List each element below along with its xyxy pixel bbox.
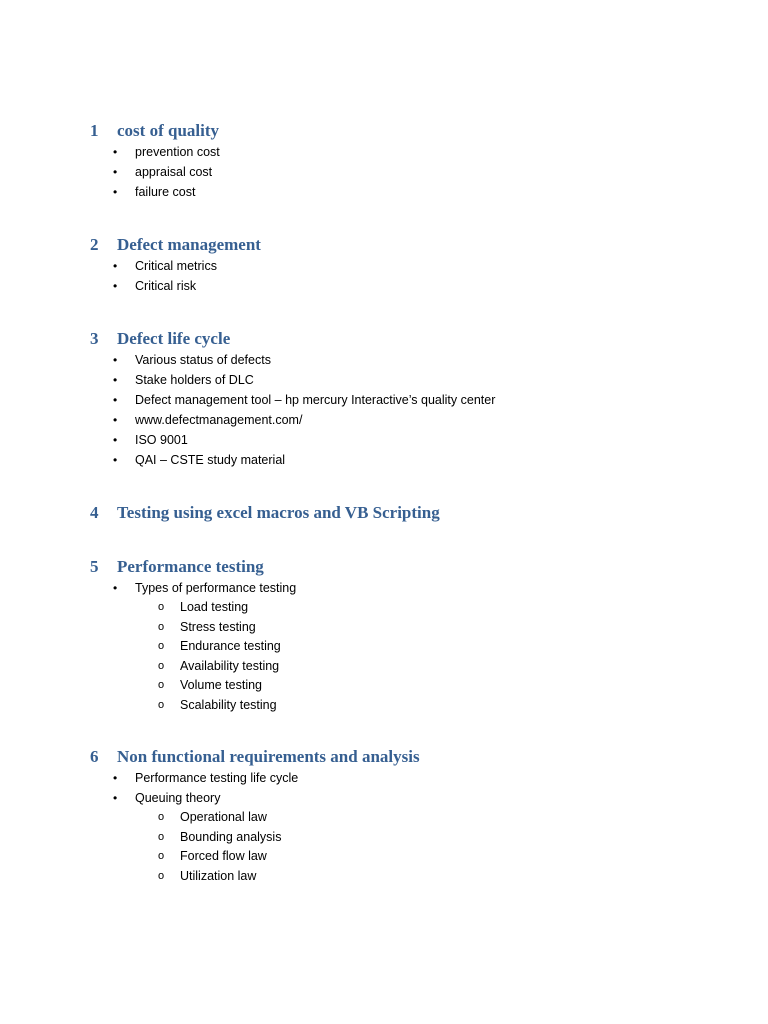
bullet-list <box>90 578 730 598</box>
section-performance-testing <box>90 556 730 715</box>
bullet-icon: • <box>113 259 118 273</box>
bullet-icon: • <box>113 581 118 595</box>
section-heading <box>90 502 730 524</box>
section-heading <box>90 234 730 256</box>
section-number: 2 <box>90 235 99 254</box>
bullet-icon: • <box>113 145 118 159</box>
sub-bullet-list <box>90 808 730 886</box>
list-item <box>90 430 730 450</box>
sub-list-item <box>90 867 730 887</box>
list-item-text: Types of performance testing <box>135 581 297 595</box>
list-item-text: Defect management tool – hp mercury Interactive’s quality center <box>135 393 496 407</box>
bullet-icon: • <box>113 373 118 387</box>
sub-list-item-text: Load testing <box>180 600 249 614</box>
circle-bullet-icon: o <box>158 869 165 882</box>
circle-bullet-icon: o <box>158 640 165 652</box>
section-heading <box>90 120 730 142</box>
list-item-text: Critical risk <box>135 279 197 293</box>
bullet-icon: • <box>113 413 118 427</box>
sub-list-item <box>90 657 730 677</box>
sub-list-item <box>90 676 730 696</box>
list-item <box>90 410 730 430</box>
sub-list-item-text: Availability testing <box>180 658 280 673</box>
list-item-text: Various status of defects <box>135 353 271 367</box>
sub-list-item <box>90 618 730 638</box>
bullet-icon: • <box>113 791 118 805</box>
sub-list-item-text: Bounding analysis <box>180 829 282 844</box>
sub-bullet-list <box>90 598 730 715</box>
list-item-text: appraisal cost <box>135 165 213 179</box>
bullet-icon: • <box>113 353 118 367</box>
list-item-text: failure cost <box>135 185 196 199</box>
section-number: 3 <box>90 329 99 348</box>
section-title: Testing using excel macros and VB Scripting <box>117 503 440 522</box>
sub-list-item-text: Volume testing <box>180 678 262 692</box>
list-item <box>90 578 730 598</box>
list-item-text: ISO 9001 <box>135 433 188 447</box>
sub-list-item <box>90 637 730 657</box>
bullet-list <box>90 350 730 470</box>
circle-bullet-icon: o <box>158 811 165 823</box>
list-item-text: Stake holders of DLC <box>135 373 254 387</box>
bullet-list <box>90 142 730 202</box>
bullet-list <box>90 256 730 296</box>
list-item <box>90 450 730 470</box>
sub-list-item-text: Endurance testing <box>180 639 281 653</box>
bullet-icon: • <box>113 185 118 199</box>
circle-bullet-icon: o <box>158 659 165 672</box>
section-title: Non functional requirements and analysis <box>117 747 420 766</box>
sub-list-item-text: Forced flow law <box>180 849 267 863</box>
section-testing-excel-macros <box>90 502 730 524</box>
circle-bullet-icon: o <box>158 830 165 843</box>
section-heading <box>90 746 730 768</box>
list-item-text: QAI – CSTE study material <box>135 453 286 467</box>
list-item <box>90 256 730 276</box>
sub-list-item-text: Operational law <box>180 810 267 824</box>
section-cost-of-quality <box>90 120 730 202</box>
sub-list-item-text: Scalability testing <box>180 697 277 712</box>
list-item-text: prevention cost <box>135 145 220 159</box>
sub-list-item <box>90 828 730 848</box>
list-item-text: Queuing theory <box>135 791 221 805</box>
section-defect-management <box>90 234 730 296</box>
list-item <box>90 370 730 390</box>
section-heading <box>90 328 730 350</box>
list-item-text: Critical metrics <box>135 259 217 273</box>
circle-bullet-icon: o <box>158 850 165 862</box>
list-item <box>90 350 730 370</box>
bullet-icon: • <box>113 165 118 179</box>
list-item <box>90 182 730 202</box>
circle-bullet-icon: o <box>158 620 165 633</box>
circle-bullet-icon: o <box>158 698 165 711</box>
list-item-text: Performance testing life cycle <box>135 771 299 785</box>
bullet-list <box>90 768 730 808</box>
bullet-icon: • <box>113 433 118 447</box>
sub-list-item <box>90 696 730 716</box>
bullet-icon: • <box>113 279 118 293</box>
section-number: 6 <box>90 747 99 766</box>
section-heading <box>90 556 730 578</box>
sub-list-item-text: Utilization law <box>180 868 257 883</box>
bullet-icon: • <box>113 453 118 467</box>
section-number: 4 <box>90 503 99 522</box>
section-number: 5 <box>90 557 99 576</box>
bullet-icon: • <box>113 393 118 407</box>
section-title: Performance testing <box>117 557 264 576</box>
url-text: www.defectmanagement.com/ <box>135 413 303 427</box>
sub-list-item <box>90 808 730 828</box>
section-title: Defect management <box>117 235 261 254</box>
circle-bullet-icon: o <box>158 601 165 613</box>
list-item <box>90 788 730 808</box>
list-item <box>90 142 730 162</box>
section-title: cost of quality <box>117 121 219 140</box>
section-non-functional-requirements <box>90 746 730 886</box>
section-title: Defect life cycle <box>117 329 231 348</box>
section-number: 1 <box>90 121 99 140</box>
list-item <box>90 768 730 788</box>
list-item <box>90 276 730 296</box>
sub-list-item-text: Stress testing <box>180 619 256 634</box>
circle-bullet-icon: o <box>158 679 165 691</box>
sub-list-item <box>90 847 730 867</box>
list-item <box>90 390 730 410</box>
bullet-icon: • <box>113 771 118 785</box>
sub-list-item <box>90 598 730 618</box>
list-item <box>90 162 730 182</box>
section-defect-life-cycle <box>90 328 730 470</box>
